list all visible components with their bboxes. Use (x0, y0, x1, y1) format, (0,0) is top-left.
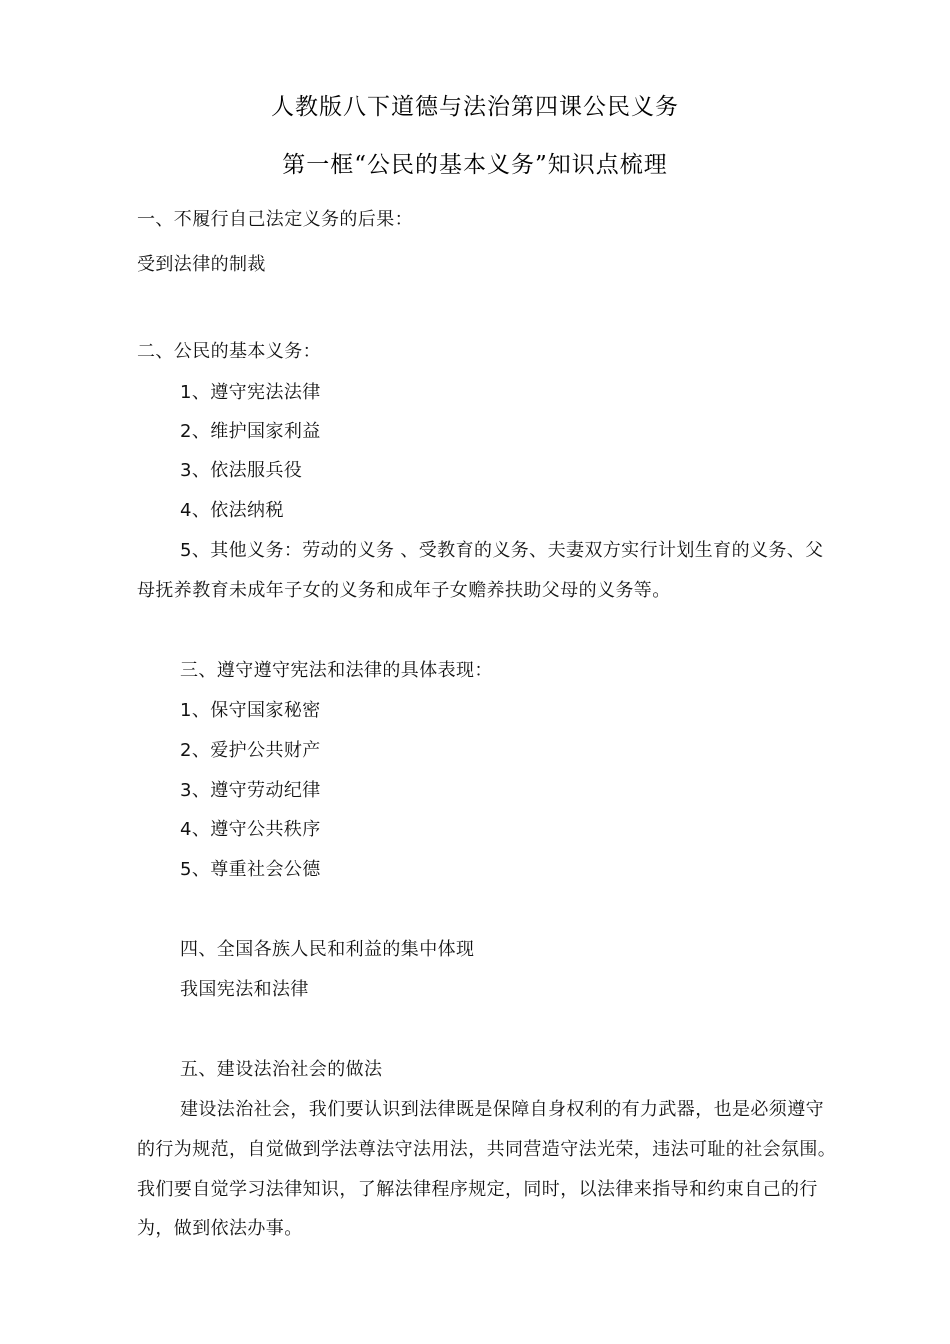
section-3-item: 1、保守国家秘密 (180, 700, 321, 721)
section-5-paragraph-line: 的行为规范，自觉做到学法尊法守法用法，共同营造守法光荣，违法可耻的社会氛围。 (137, 1139, 837, 1160)
section-5-paragraph-line: 建设法治社会，我们要认识到法律既是保障自身权利的有力武器，也是必须遵守 (180, 1099, 824, 1120)
section-5-paragraph-line: 为，做到依法办事。 (137, 1218, 303, 1239)
section-3-item: 4、遵守公共秩序 (180, 819, 321, 840)
section-2-item: 1、遵守宪法法律 (180, 382, 321, 403)
section-2-heading: 二、公民的基本义务： (137, 341, 321, 362)
section-5-paragraph-line: 我们要自觉学习法律知识，了解法律程序规定，同时，以法律来指导和约束自己的行 (137, 1179, 818, 1200)
section-3-heading: 三、遵守遵守宪法和法律的具体表现： (180, 660, 493, 681)
section-2-item-5-line-1: 5、其他义务：劳动的义务 、受教育的义务、夫妻双方实行计划生育的义务、父 (180, 540, 824, 561)
section-2-item: 2、维护国家利益 (180, 421, 321, 442)
section-2-item: 4、依法纳税 (180, 500, 284, 521)
title-line-2: 第一框“公民的基本义务”知识点梳理 (282, 152, 668, 178)
section-1-heading: 一、不履行自己法定义务的后果： (137, 209, 413, 230)
title-line-1: 人教版八下道德与法治第四课公民义务 (271, 94, 679, 120)
section-3-item: 2、爱护公共财产 (180, 740, 321, 761)
section-2-item: 3、依法服兵役 (180, 460, 303, 481)
section-4-heading: 四、全国各族人民和利益的集中体现 (180, 939, 475, 960)
section-2-item-5-line-2: 母抚养教育未成年子女的义务和成年子女赡养扶助父母的义务等。 (137, 580, 671, 601)
section-3-item: 5、尊重社会公德 (180, 859, 321, 880)
section-5-heading: 五、建设法治社会的做法 (180, 1059, 383, 1080)
section-3-item: 3、遵守劳动纪律 (180, 780, 321, 801)
section-4-answer: 我国宪法和法律 (180, 979, 309, 1000)
section-1-answer: 受到法律的制裁 (137, 254, 266, 275)
